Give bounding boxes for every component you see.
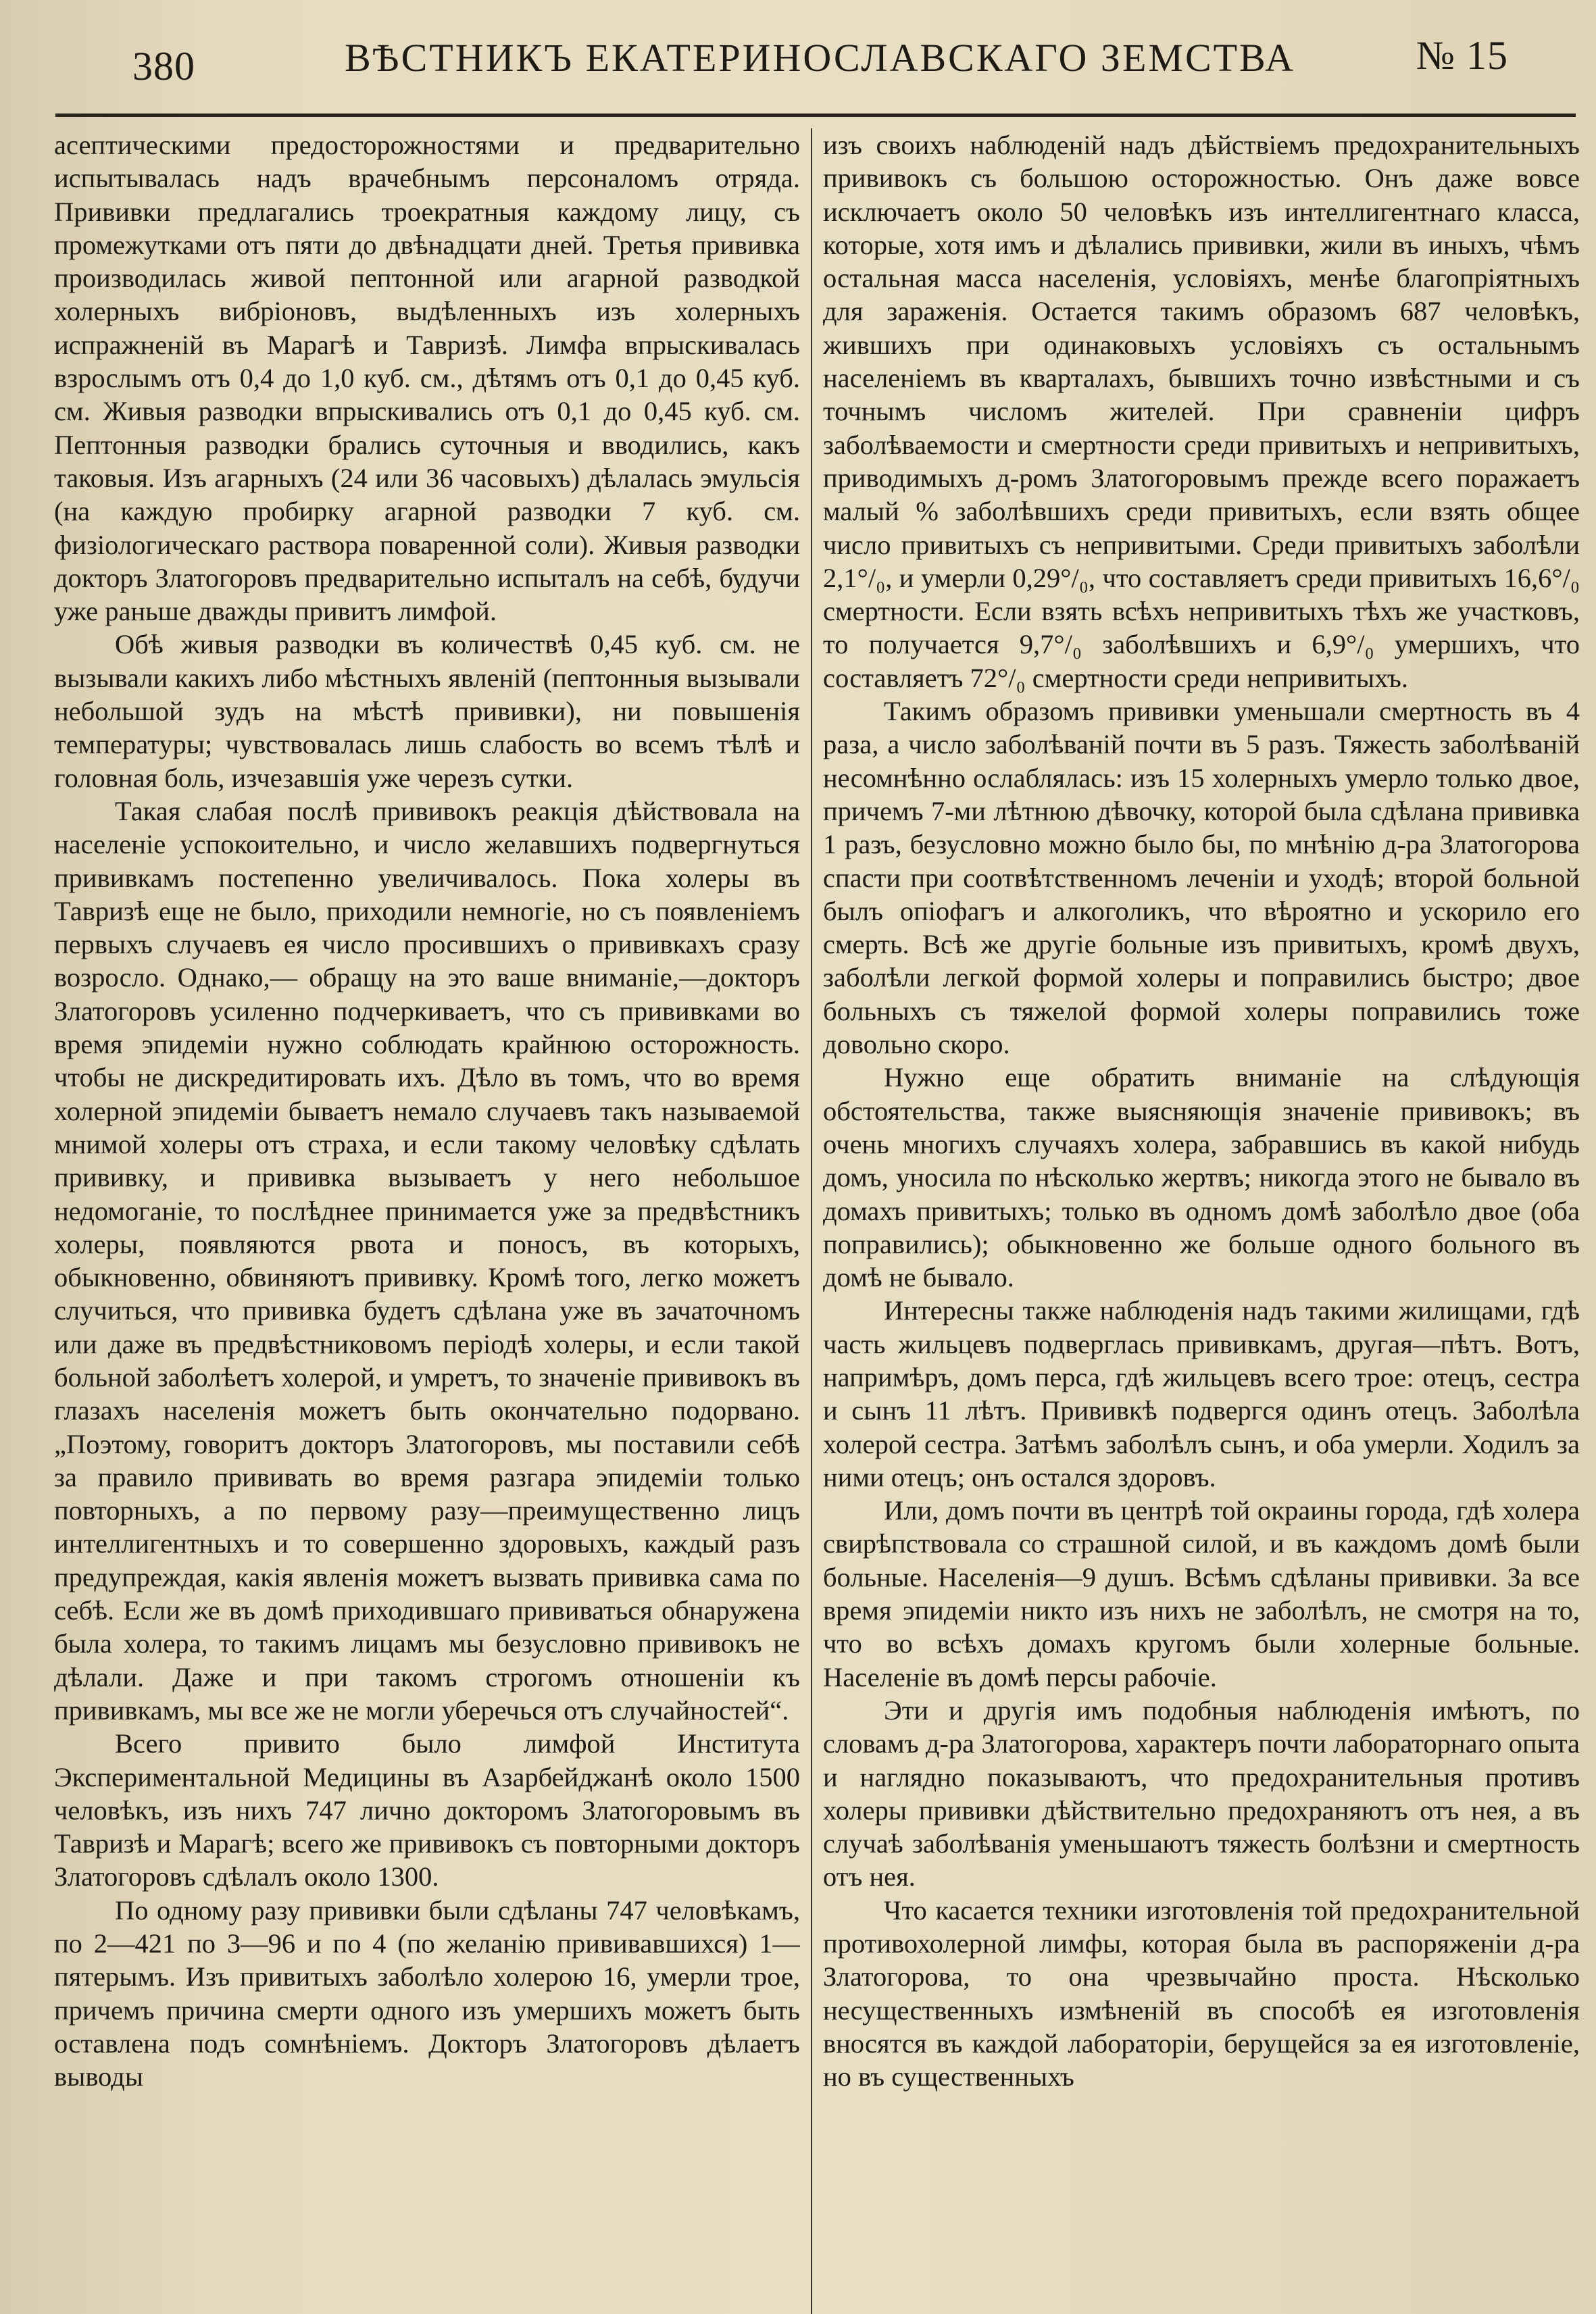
right-paragraph-6: Эти и другія имъ подобныя наблюденія имѣютъ, по словамъ д-ра Златогорова, характеръ почти лабораторнаго опыта и наглядно показываютъ, что предохранительныя противъ холеры прививки дѣйствительно предохраняютъ отъ нея, а въ случаѣ заболѣванія уменьшаютъ тяжесть болѣзни и смертность отъ нея. bbox=[823, 1694, 1580, 1892]
left-paragraph-1: асептическими предосторожностями и предварительно испытывалась надъ врачебнымъ персоналомъ отряда. Прививки предлагались троекратныя каждому лицу, съ промежутками отъ пяти до двѣнадцати дней. Третья прививка производилась живой пептонной или агарной разводкой холерныхъ вибріоновъ, выдѣленныхъ изъ холерныхъ испражненій въ Марагѣ и Тавризѣ. Лимфа впрыскивалась взрослымъ отъ 0,4 до 1,0 куб. см., дѣтямъ отъ 0,1 до 0,45 куб. см. Живыя разводки впрыскивались отъ 0,1 до 0,45 куб. см. Пептонныя разводки брались суточныя и вводились, какъ таковыя. Изъ агарныхъ (24 или 36 часовыхъ) дѣлалась эмульсія (на каждую пробирку агарной разводки 7 куб. см. физіологическаго раствора поваренной соли). Живыя разводки докторъ Златогоровъ предварительно испыталъ на себѣ, будучи уже раньше дважды привитъ лимфой. bbox=[54, 130, 800, 627]
page-number: 380 bbox=[132, 44, 195, 89]
journal-title: ВѢСТНИКЪ ЕКАТЕРИНОСЛАВСКАГО ЗЕМСТВА bbox=[345, 36, 1295, 80]
right-paragraph-3: Нужно еще обратить вниманіе на слѣдующія обстоятельства, также выясняющія значеніе прививокъ; въ очень многихъ случаяхъ холера, забравшись въ какой нибудь домъ, уносила по нѣсколько жертвъ; никогда этого не бывало въ домахъ привитыхъ; только въ одномъ домѣ заболѣло двое (оба поправились); обыкновенно же больше одного больного въ домѣ не бывало. bbox=[823, 1062, 1580, 1293]
column-divider bbox=[811, 128, 812, 2314]
right-column bbox=[823, 128, 1580, 2314]
left-paragraph-5: По одному разу прививки были сдѣланы 747 человѣкамъ, по 2—421 по 3—96 и по 4 (по желанію прививавшихся) 1—пятерымъ. Изъ привитыхъ заболѣло холерою 16, умерли трое, причемъ причина смерти одного изъ умершихъ можетъ быть оставлена подъ сомнѣніемъ. Докторъ Златогоровъ дѣлаетъ выводы bbox=[54, 1894, 800, 2092]
left-paragraph-3: Такая слабая послѣ прививокъ реакція дѣйствовала на населеніе успокоительно, и число желавшихъ подвергнуться прививкамъ постепенно увеличивалось. Пока холеры въ Тавризѣ еще не было, приходили немногіе, но съ появленіемъ первыхъ случаевъ ея число просившихъ о прививкахъ сразу возросло. Однако,— обращу на это ваше вниманіе,—докторъ Златогоровъ усиленно подчеркиваетъ, что съ прививками во время эпидеміи нужно соблюдать крайнюю осторожность. чтобы не дискредитировать ихъ. Дѣло въ томъ, что во время холерной эпидеміи бываетъ немало случаевъ такъ называемой мнимой холеры отъ страха, и если такому человѣку сдѣлать прививку, и прививка вызываетъ у него небольшое недомоганіе, то послѣднее принимается уже за предвѣстникъ холеры, появляются рвота и поносъ, въ которыхъ, обыкновенно, обвиняютъ прививку. Кромѣ того, легко можетъ случиться, что прививка будетъ сдѣлана уже въ зачаточномъ или даже въ предвѣстниковомъ періодѣ холеры, и если такой больной заболѣетъ холерой, и умретъ, то значеніе прививокъ въ глазахъ населенія можетъ быть окончательно подорвано. „Поэтому, говоритъ докторъ Златогоровъ, мы поставили себѣ за правило прививать во время разгара эпидеміи только повторныхъ, а по первому разу—преимущественно лицъ интеллигентныхъ и то совершенно здоровыхъ, каждый разъ предупреждая, какія явленія можетъ вызвать прививка сама по себѣ. Если же въ домѣ приходившаго прививаться обнаружена была холера, то такимъ лицамъ мы безусловно прививокъ не дѣлали. Даже и при такомъ строгомъ отношеніи къ прививкамъ, мы все же не могли уберечься отъ случайностей“. bbox=[54, 795, 800, 1726]
right-paragraph-1: изъ своихъ наблюденій надъ дѣйствіемъ предохранительныхъ прививокъ съ большою осторожностью. Онъ даже вовсе исключаетъ около 50 человѣкъ изъ интеллигентнаго класса, которые, хотя имъ и дѣлались прививки, жили въ иныхъ, чѣмъ остальная масса населенія, условіяхъ, менѣе благопріятныхъ для зараженія. Остается такимъ образомъ 687 человѣкъ, жившихъ при одинаковыхъ условіяхъ съ остальнымъ населеніемъ въ кварталахъ, бывшихъ точно извѣстными и съ точнымъ числомъ жителей. При сравненіи цифръ заболѣваемости и смертности среди привитыхъ и непривитыхъ, приводимыхъ д-ромъ Златогоровымъ прежде всего поражаетъ малый % заболѣвшихъ среди привитыхъ, если взять общее число привитыхъ съ непривитыми. Среди привитыхъ заболѣли 2,1°/₀, и умерли 0,29°/₀, что составляетъ среди привитыхъ 16,6°/₀ смертности. Если взять всѣхъ непривитыхъ тѣхъ же участковъ, то получается 9,7°/₀ заболѣвшихъ и 6,9°/₀ умершихъ, что составляетъ 72°/₀ смертности среди непривитыхъ. bbox=[823, 130, 1580, 693]
right-paragraph-2: Такимъ образомъ прививки уменьшали смертность въ 4 раза, а число заболѣваній почти въ 5 разъ. Тяжесть заболѣваній несомнѣнно ослаблялась: изъ 15 холерныхъ умерло только двое, причемъ 7-ми лѣтнюю дѣвочку, которой была сдѣлана прививка 1 разъ, безусловно можно было бы, по мнѣнію д-ра Златогорова спасти при соотвѣтственномъ леченіи и уходѣ; второй больной былъ опіофагъ и алкоголикъ, что вѣроятно и ускорило его смерть. Всѣ же другіе больные изъ привитыхъ, кромѣ двухъ, заболѣли легкой формой холеры и поправились быстро; двое больныхъ съ тяжелой формой холеры поправились тоже довольно скоро. bbox=[823, 696, 1580, 1060]
header-rule bbox=[55, 114, 1576, 117]
left-paragraph-4: Всего привито было лимфой Института Экспериментальной Медицины въ Азарбейджанѣ около 1500 человѣкъ, изъ нихъ 747 лично докторомъ Златогоровымъ въ Тавризѣ и Марагѣ; всего же прививокъ съ повторными докторъ Златогоровъ сдѣлалъ около 1300. bbox=[54, 1728, 800, 1892]
left-column bbox=[54, 128, 800, 2314]
right-paragraph-5: Или, домъ почти въ центрѣ той окраины города, гдѣ холера свирѣпствовала со страшной силой, и въ каждомъ домѣ были больные. Населенія—9 душъ. Всѣмъ сдѣланы прививки. За все время эпидеміи никто изъ нихъ не заболѣлъ, не смотря на то, что во всѣхъ домахъ кругомъ были холерные больные. Населеніе въ домѣ персы рабочіе. bbox=[823, 1495, 1580, 1692]
right-paragraph-4: Интересны также наблюденія надъ такими жилищами, гдѣ часть жильцевъ подверглась прививкамъ, другая—пѣтъ. Вотъ, напримѣръ, домъ перса, гдѣ жильцевъ всего трое: отецъ, сестра и сынъ 11 лѣтъ. Прививкѣ подвергся одинъ отецъ. Заболѣла холерой сестра. Затѣмъ заболѣлъ сынъ, и оба умерли. Ходилъ за ними отецъ; онъ остался здоровъ. bbox=[823, 1295, 1580, 1492]
issue-number: № 15 bbox=[1416, 33, 1508, 78]
left-paragraph-2: Обѣ живыя разводки въ количествѣ 0,45 куб. см. не вызывали какихъ либо мѣстныхъ явленій (пептонныя вызывали небольшой зудъ на мѣстѣ прививки), ни повышенія температуры; чувствовалась лишь слабость во всемъ тѣлѣ и головная боль, изчезавшія уже черезъ сутки. bbox=[54, 629, 800, 793]
page-header bbox=[101, 15, 1549, 103]
right-paragraph-7: Что касается техники изготовленія той предохранительной противохолерной лимфы, которая была въ распоряженіи д-ра Златогорова, то она чрезвычайно проста. Нѣсколько несущественныхъ измѣненій въ способѣ ея изготовленія вносятся въ каждой лабораторіи, берущейся за ея изготовленіе, но въ существенныхъ bbox=[823, 1894, 1580, 2092]
